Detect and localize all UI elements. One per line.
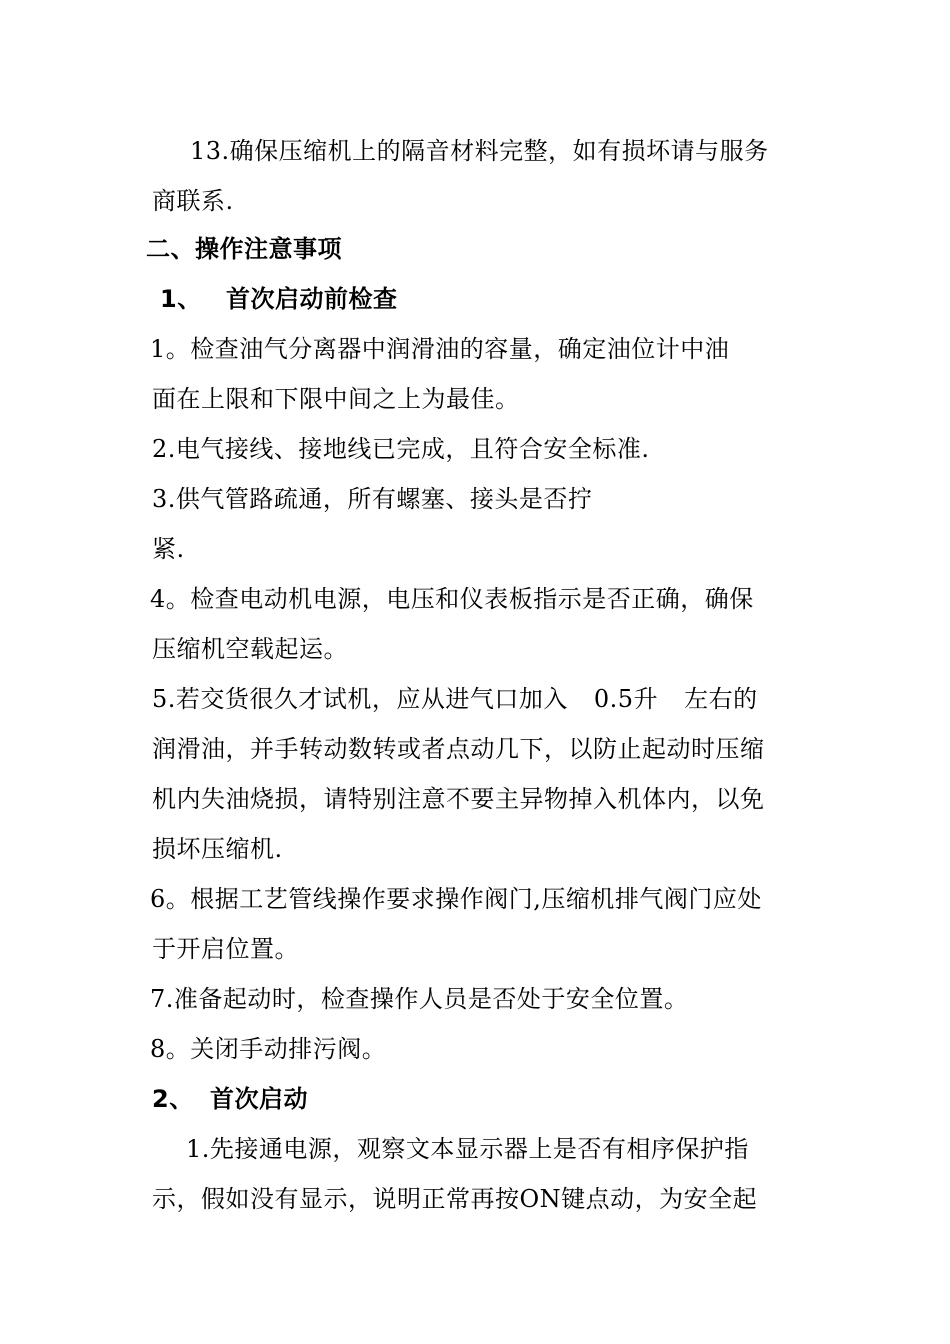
subsection-2-number: 2、 <box>152 1085 194 1113</box>
check-5-text-c: 左右的 <box>684 685 758 713</box>
check-5-quantity: 0.5升 <box>593 685 659 713</box>
subsection-1-number: 1、 <box>160 285 202 313</box>
check-1-line-1: 1。检查油气分离器中润滑油的容量，确定油位计中油 <box>150 335 730 363</box>
subsection-2-title: 首次启动 <box>210 1085 308 1113</box>
check-4-line-1: 4。检查电动机电源，电压和仪表板指示是否正确，确保 <box>150 585 754 613</box>
check-1-line-2: 面在上限和下限中间之上为最佳。 <box>152 385 520 413</box>
section-heading: 二、操作注意事项 <box>146 235 342 263</box>
subsection-1-title: 首次启动前检查 <box>226 285 398 313</box>
check-7: 7.准备起动时，检查操作人员是否处于安全位置。 <box>150 985 689 1013</box>
check-3-line-2: 紧. <box>152 535 185 563</box>
check-6-line-2: 于开启位置。 <box>152 935 299 963</box>
check-5-line-1 <box>152 684 758 714</box>
item-13-line-1: 13.确保压缩机上的隔音材料完整，如有损坏请与服务 <box>190 137 769 165</box>
subsection-2-heading <box>152 1084 308 1114</box>
check-5-text-a: 5.若交货很久才试机，应从进气口加入 <box>152 685 568 713</box>
start-1-line-1: 1.先接通电源，观察文本显示器上是否有相序保护指 <box>186 1135 749 1163</box>
check-6-line-1: 6。根据工艺管线操作要求操作阀门,压缩机排气阀门应处 <box>150 885 762 913</box>
check-4-line-2: 压缩机空载起运。 <box>152 635 348 663</box>
check-3-line-1: 3.供气管路疏通，所有螺塞、接头是否拧 <box>152 485 593 513</box>
check-8: 8。关闭手动排污阀。 <box>150 1035 387 1063</box>
check-5-line-2: 润滑油，并手转动数转或者点动几下，以防止起动时压缩 <box>152 735 765 763</box>
subsection-1-heading <box>160 284 398 314</box>
check-5-line-4: 损坏压缩机. <box>152 835 283 863</box>
start-1-line-2: 示，假如没有显示，说明正常再按ON键点动，为安全起 <box>152 1185 758 1213</box>
item-13-line-2: 商联系. <box>152 187 234 215</box>
check-2: 2.电气接线、接地线已完成，且符合安全标准. <box>152 435 650 463</box>
check-5-line-3: 机内失油烧损，请特别注意不要主异物掉入机体内，以免 <box>152 785 765 813</box>
